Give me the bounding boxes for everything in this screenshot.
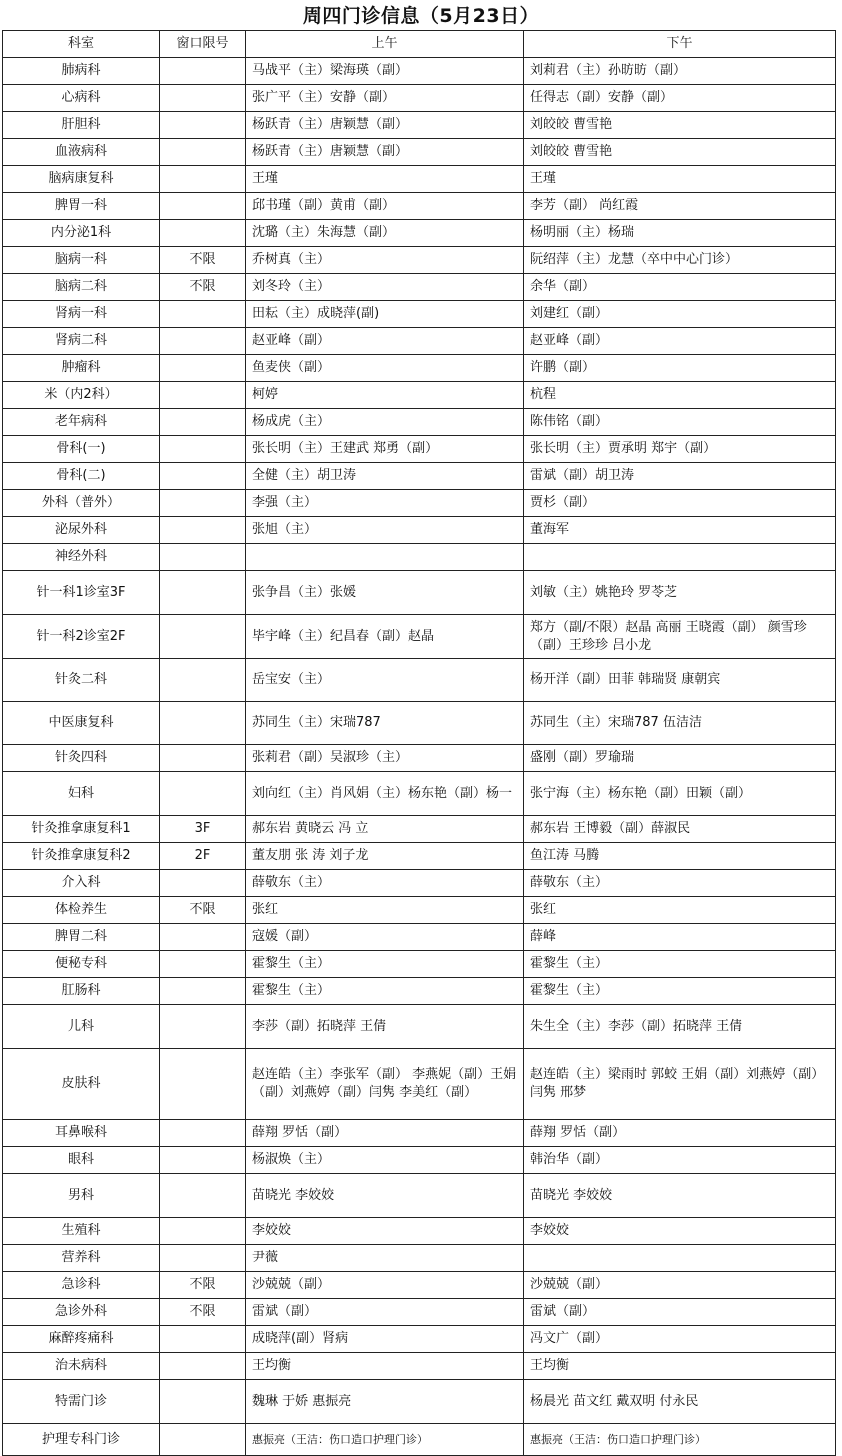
dept-cell: 护理专科门诊 — [3, 1424, 160, 1456]
pm-doctors-cell: 杨开洋（副）田菲 韩瑞贤 康朝宾 — [524, 659, 836, 702]
table-row — [3, 247, 836, 274]
dept-cell: 急诊科 — [3, 1272, 160, 1299]
window-limit-cell — [160, 301, 246, 328]
window-limit-cell — [160, 436, 246, 463]
pm-doctors-cell: 李芳（副） 尚红霞 — [524, 193, 836, 220]
table-row — [3, 897, 836, 924]
window-limit-cell — [160, 1218, 246, 1245]
pm-doctors-cell: 余华（副） — [524, 274, 836, 301]
pm-doctors-cell: 李姣姣 — [524, 1218, 836, 1245]
table-row — [3, 301, 836, 328]
am-doctors-cell: 尹薇 — [246, 1245, 524, 1272]
am-doctors-cell: 赵连皓（主）李张军（副） 李燕妮（副）王娟（副）刘燕婷（副）闫隽 李美红（副） — [246, 1049, 524, 1120]
window-limit-cell — [160, 924, 246, 951]
dept-cell: 儿科 — [3, 1005, 160, 1049]
pm-doctors-cell: 韩治华（副） — [524, 1147, 836, 1174]
pm-doctors-cell: 郝东岩 王博毅（副）薛淑民 — [524, 816, 836, 843]
dept-cell: 眼科 — [3, 1147, 160, 1174]
dept-cell: 肿瘤科 — [3, 355, 160, 382]
window-limit-cell — [160, 659, 246, 702]
dept-cell: 麻醉疼痛科 — [3, 1326, 160, 1353]
pm-doctors-cell — [524, 544, 836, 571]
table-row — [3, 1272, 836, 1299]
dept-cell: 妇科 — [3, 772, 160, 816]
pm-doctors-cell: 薛峰 — [524, 924, 836, 951]
window-limit-cell — [160, 571, 246, 615]
pm-doctors-cell: 苏同生（主）宋瑞787 伍洁洁 — [524, 702, 836, 745]
dept-cell: 心病科 — [3, 85, 160, 112]
table-row — [3, 166, 836, 193]
dept-cell: 脾胃二科 — [3, 924, 160, 951]
window-limit-cell — [160, 1049, 246, 1120]
table-row — [3, 193, 836, 220]
pm-doctors-cell: 雷斌（副） — [524, 1299, 836, 1326]
am-doctors-cell: 王瑾 — [246, 166, 524, 193]
pm-doctors-cell: 薛翔 罗恬（副） — [524, 1120, 836, 1147]
window-limit-cell — [160, 1245, 246, 1272]
table-row — [3, 1326, 836, 1353]
table-row — [3, 1174, 836, 1218]
pm-doctors-cell: 杭程 — [524, 382, 836, 409]
pm-doctors-cell: 刘莉君（主）孙昉昉（副） — [524, 58, 836, 85]
dept-cell: 针一科1诊室3F — [3, 571, 160, 615]
window-limit-cell — [160, 1120, 246, 1147]
window-limit-cell — [160, 1147, 246, 1174]
am-doctors-cell: 沈璐（主）朱海慧（副） — [246, 220, 524, 247]
window-limit-cell — [160, 58, 246, 85]
dept-cell: 肛肠科 — [3, 978, 160, 1005]
header-window: 窗口限号 — [160, 31, 246, 58]
table-row — [3, 139, 836, 166]
table-row — [3, 490, 836, 517]
window-limit-cell: 不限 — [160, 1299, 246, 1326]
pm-doctors-cell: 阮绍萍（主）龙慧（卒中中心门诊） — [524, 247, 836, 274]
table-row — [3, 951, 836, 978]
dept-cell: 体检养生 — [3, 897, 160, 924]
dept-cell: 肾病二科 — [3, 328, 160, 355]
dept-cell: 肺病科 — [3, 58, 160, 85]
pm-doctors-cell: 贾杉（副） — [524, 490, 836, 517]
pm-doctors-cell: 鱼江涛 马腾 — [524, 843, 836, 870]
pm-doctors-cell: 王瑾 — [524, 166, 836, 193]
am-doctors-cell: 霍黎生（主） — [246, 951, 524, 978]
pm-doctors-cell: 苗晓光 李姣姣 — [524, 1174, 836, 1218]
table-row — [3, 702, 836, 745]
am-doctors-cell: 李姣姣 — [246, 1218, 524, 1245]
dept-cell: 肝胆科 — [3, 112, 160, 139]
dept-cell: 脑病康复科 — [3, 166, 160, 193]
dept-cell: 脑病二科 — [3, 274, 160, 301]
am-doctors-cell: 张红 — [246, 897, 524, 924]
am-doctors-cell: 马战平（主）梁海瑛（副） — [246, 58, 524, 85]
window-limit-cell — [160, 382, 246, 409]
schedule-body — [3, 58, 836, 1456]
am-doctors-cell: 沙兢兢（副） — [246, 1272, 524, 1299]
table-row — [3, 436, 836, 463]
window-limit-cell — [160, 112, 246, 139]
am-doctors-cell: 郝东岩 黄晓云 冯 立 — [246, 816, 524, 843]
am-doctors-cell: 魏琳 于娇 惠振亮 — [246, 1380, 524, 1424]
window-limit-cell — [160, 193, 246, 220]
window-limit-cell — [160, 166, 246, 193]
window-limit-cell — [160, 951, 246, 978]
dept-cell: 便秘专科 — [3, 951, 160, 978]
dept-cell: 外科（普外） — [3, 490, 160, 517]
table-row — [3, 615, 836, 659]
window-limit-cell — [160, 355, 246, 382]
dept-cell: 针灸四科 — [3, 745, 160, 772]
table-row — [3, 274, 836, 301]
schedule-table — [2, 30, 836, 1456]
dept-cell: 皮肤科 — [3, 1049, 160, 1120]
am-doctors-cell: 雷斌（副） — [246, 1299, 524, 1326]
am-doctors-cell: 张长明（主）王建武 郑勇（副） — [246, 436, 524, 463]
am-doctors-cell: 李莎（副）拓晓萍 王倩 — [246, 1005, 524, 1049]
window-limit-cell — [160, 328, 246, 355]
table-row — [3, 328, 836, 355]
dept-cell: 骨科(一) — [3, 436, 160, 463]
table-row — [3, 382, 836, 409]
dept-cell: 急诊外科 — [3, 1299, 160, 1326]
window-limit-cell — [160, 870, 246, 897]
dept-cell: 针灸推拿康复科2 — [3, 843, 160, 870]
table-row — [3, 517, 836, 544]
header-am: 上午 — [246, 31, 524, 58]
window-limit-cell: 2F — [160, 843, 246, 870]
table-row — [3, 745, 836, 772]
am-doctors-cell: 鱼麦侠（副） — [246, 355, 524, 382]
table-row — [3, 544, 836, 571]
pm-doctors-cell: 赵亚峰（副） — [524, 328, 836, 355]
table-row — [3, 355, 836, 382]
table-row — [3, 816, 836, 843]
pm-doctors-cell: 陈伟铭（副） — [524, 409, 836, 436]
pm-doctors-cell: 沙兢兢（副） — [524, 1272, 836, 1299]
pm-doctors-cell: 刘皎皎 曹雪艳 — [524, 112, 836, 139]
table-row — [3, 571, 836, 615]
am-doctors-cell: 柯婷 — [246, 382, 524, 409]
pm-doctors-cell: 许鹏（副） — [524, 355, 836, 382]
table-row — [3, 1049, 836, 1120]
am-doctors-cell: 刘向红（主）肖风娟（主）杨东艳（副）杨一 — [246, 772, 524, 816]
window-limit-cell: 不限 — [160, 274, 246, 301]
pm-doctors-cell: 赵连皓（主）梁雨时 郭蛟 王娟（副）刘燕婷（副）闫隽 邢梦 — [524, 1049, 836, 1120]
window-limit-cell — [160, 409, 246, 436]
pm-doctors-cell: 霍黎生（主） — [524, 951, 836, 978]
table-row — [3, 1245, 836, 1272]
am-doctors-cell: 苗晓光 李姣姣 — [246, 1174, 524, 1218]
pm-doctors-cell: 朱生全（主）李莎（副）拓晓萍 王倩 — [524, 1005, 836, 1049]
dept-cell: 中医康复科 — [3, 702, 160, 745]
am-doctors-cell: 赵亚峰（副） — [246, 328, 524, 355]
window-limit-cell — [160, 1353, 246, 1380]
table-row — [3, 1380, 836, 1424]
table-row — [3, 870, 836, 897]
dept-cell: 针灸推拿康复科1 — [3, 816, 160, 843]
window-limit-cell: 不限 — [160, 1272, 246, 1299]
dept-cell: 脾胃一科 — [3, 193, 160, 220]
am-doctors-cell: 张广平（主）安静（副） — [246, 85, 524, 112]
table-row — [3, 1005, 836, 1049]
page-title: 周四门诊信息（5月23日） — [302, 5, 540, 27]
header-row — [3, 31, 836, 58]
am-doctors-cell: 全健（主）胡卫涛 — [246, 463, 524, 490]
pm-doctors-cell: 杨明丽（主）杨瑞 — [524, 220, 836, 247]
window-limit-cell — [160, 702, 246, 745]
dept-cell: 介入科 — [3, 870, 160, 897]
am-doctors-cell: 杨跃青（主）唐颖慧（副） — [246, 112, 524, 139]
window-limit-cell — [160, 978, 246, 1005]
dept-cell: 针灸二科 — [3, 659, 160, 702]
window-limit-cell — [160, 85, 246, 112]
am-doctors-cell: 王均衡 — [246, 1353, 524, 1380]
pm-doctors-cell — [524, 1245, 836, 1272]
window-limit-cell — [160, 1174, 246, 1218]
header-pm: 下午 — [524, 31, 836, 58]
dept-cell: 治未病科 — [3, 1353, 160, 1380]
pm-doctors-cell: 雷斌（副）胡卫涛 — [524, 463, 836, 490]
header-dept: 科室 — [3, 31, 160, 58]
window-limit-cell — [160, 1326, 246, 1353]
dept-cell: 针一科2诊室2F — [3, 615, 160, 659]
window-limit-cell — [160, 463, 246, 490]
table-row — [3, 58, 836, 85]
pm-doctors-cell: 薛敬东（主） — [524, 870, 836, 897]
am-doctors-cell: 乔树真（主） — [246, 247, 524, 274]
table-row — [3, 843, 836, 870]
window-limit-cell: 不限 — [160, 247, 246, 274]
pm-doctors-cell: 董海军 — [524, 517, 836, 544]
window-limit-cell — [160, 544, 246, 571]
am-doctors-cell: 杨成虎（主） — [246, 409, 524, 436]
table-row — [3, 1353, 836, 1380]
table-row — [3, 659, 836, 702]
table-row — [3, 1424, 836, 1456]
table-row — [3, 978, 836, 1005]
am-doctors-cell: 岳宝安（主） — [246, 659, 524, 702]
am-doctors-cell: 霍黎生（主） — [246, 978, 524, 1005]
pm-doctors-cell: 郑方（副/不限）赵晶 高丽 王晓霞（副） 颜雪珍（副）王珍珍 吕小龙 — [524, 615, 836, 659]
am-doctors-cell: 杨淑焕（主） — [246, 1147, 524, 1174]
am-doctors-cell: 李强（主） — [246, 490, 524, 517]
dept-cell: 神经外科 — [3, 544, 160, 571]
dept-cell: 骨科(二) — [3, 463, 160, 490]
table-row — [3, 1120, 836, 1147]
table-row — [3, 85, 836, 112]
dept-cell: 肾病一科 — [3, 301, 160, 328]
pm-doctors-cell: 刘敏（主）姚艳玲 罗苓芝 — [524, 571, 836, 615]
am-doctors-cell: 惠振亮（王洁：伤口造口护理门诊） — [246, 1424, 524, 1456]
pm-doctors-cell: 盛刚（副）罗瑜瑞 — [524, 745, 836, 772]
am-doctors-cell: 寇媛（副） — [246, 924, 524, 951]
window-limit-cell — [160, 220, 246, 247]
window-limit-cell — [160, 1005, 246, 1049]
table-row — [3, 463, 836, 490]
window-limit-cell — [160, 745, 246, 772]
pm-doctors-cell: 刘建红（副） — [524, 301, 836, 328]
window-limit-cell — [160, 772, 246, 816]
dept-cell: 米（内2科） — [3, 382, 160, 409]
window-limit-cell — [160, 615, 246, 659]
table-row — [3, 1218, 836, 1245]
dept-cell: 特需门诊 — [3, 1380, 160, 1424]
pm-doctors-cell: 张长明（主）贾承明 郑宇（副） — [524, 436, 836, 463]
am-doctors-cell: 张莉君（副）吴淑珍（主） — [246, 745, 524, 772]
table-row — [3, 409, 836, 436]
am-doctors-cell: 邱书瑾（副）黄甫（副） — [246, 193, 524, 220]
dept-cell: 营养科 — [3, 1245, 160, 1272]
window-limit-cell — [160, 139, 246, 166]
am-doctors-cell: 毕宇峰（主）纪昌春（副）赵晶 — [246, 615, 524, 659]
am-doctors-cell: 董友朋 张 涛 刘子龙 — [246, 843, 524, 870]
window-limit-cell: 3F — [160, 816, 246, 843]
table-row — [3, 1147, 836, 1174]
dept-cell: 生殖科 — [3, 1218, 160, 1245]
pm-doctors-cell: 冯文广（副） — [524, 1326, 836, 1353]
table-row — [3, 112, 836, 139]
dept-cell: 男科 — [3, 1174, 160, 1218]
dept-cell: 脑病一科 — [3, 247, 160, 274]
window-limit-cell — [160, 1380, 246, 1424]
pm-doctors-cell: 杨晨光 苗文红 戴双明 付永民 — [524, 1380, 836, 1424]
am-doctors-cell — [246, 544, 524, 571]
am-doctors-cell: 刘冬玲（主） — [246, 274, 524, 301]
window-limit-cell — [160, 1424, 246, 1456]
dept-cell: 老年病科 — [3, 409, 160, 436]
dept-cell: 血液病科 — [3, 139, 160, 166]
dept-cell: 耳鼻喉科 — [3, 1120, 160, 1147]
window-limit-cell — [160, 490, 246, 517]
pm-doctors-cell: 张红 — [524, 897, 836, 924]
am-doctors-cell: 张争昌（主）张媛 — [246, 571, 524, 615]
pm-doctors-cell: 张宁海（主）杨东艳（副）田颖（副） — [524, 772, 836, 816]
am-doctors-cell: 杨跃青（主）唐颖慧（副） — [246, 139, 524, 166]
pm-doctors-cell: 霍黎生（主） — [524, 978, 836, 1005]
am-doctors-cell: 薛敬东（主） — [246, 870, 524, 897]
table-row — [3, 220, 836, 247]
am-doctors-cell: 田耘（主）成晓萍(副) — [246, 301, 524, 328]
pm-doctors-cell: 刘皎皎 曹雪艳 — [524, 139, 836, 166]
pm-doctors-cell: 惠振亮（王洁：伤口造口护理门诊） — [524, 1424, 836, 1456]
am-doctors-cell: 张旭（主） — [246, 517, 524, 544]
table-row — [3, 1299, 836, 1326]
dept-cell: 内分泌1科 — [3, 220, 160, 247]
pm-doctors-cell: 任得志（副）安静（副） — [524, 85, 836, 112]
am-doctors-cell: 薛翔 罗恬（副） — [246, 1120, 524, 1147]
dept-cell: 泌尿外科 — [3, 517, 160, 544]
pm-doctors-cell: 王均衡 — [524, 1353, 836, 1380]
am-doctors-cell: 苏同生（主）宋瑞787 — [246, 702, 524, 745]
table-row — [3, 772, 836, 816]
window-limit-cell — [160, 517, 246, 544]
am-doctors-cell: 成晓萍(副）肾病 — [246, 1326, 524, 1353]
window-limit-cell: 不限 — [160, 897, 246, 924]
table-row — [3, 924, 836, 951]
